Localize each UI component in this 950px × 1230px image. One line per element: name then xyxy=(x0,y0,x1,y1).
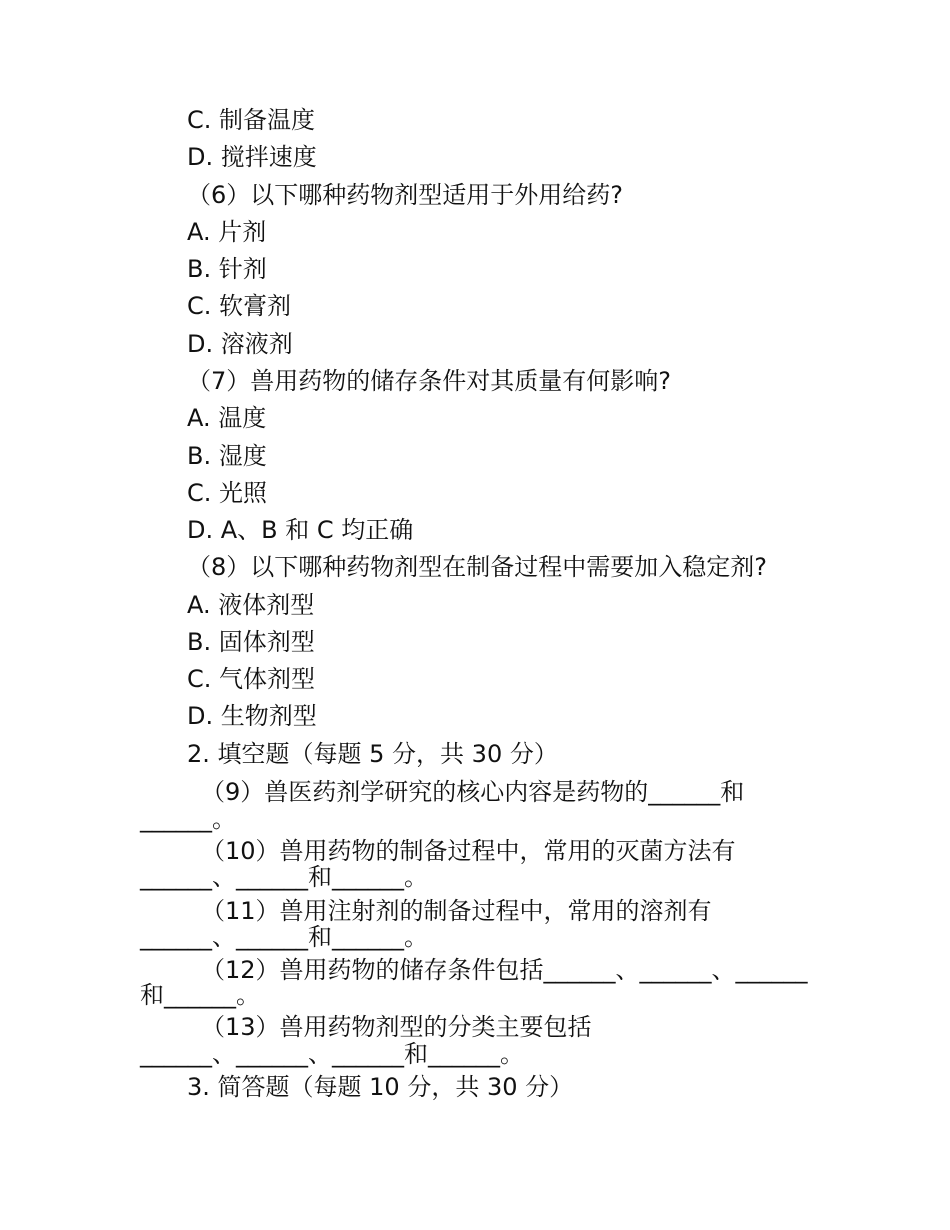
option-8a: A. 液体剂型 xyxy=(187,591,315,619)
option-6b: B. 针剂 xyxy=(187,255,267,283)
question-13: （13）兽用药物剂型的分类主要包括 xyxy=(201,1013,592,1041)
option-8d: D. 生物剂型 xyxy=(187,702,317,730)
option-5d: D. 搅拌速度 xyxy=(187,143,317,171)
section-fill-in-heading: 2. 填空题（每题 5 分，共 30 分） xyxy=(187,740,558,768)
option-6c: C. 软膏剂 xyxy=(187,292,292,320)
question-13-continued: ______、______、______和______。 xyxy=(140,1040,524,1068)
question-12-continued: 和______。 xyxy=(140,981,260,1009)
option-7c: C. 光照 xyxy=(187,479,268,507)
question-7: （7）兽用药物的储存条件对其质量有何影响? xyxy=(187,367,672,395)
option-8c: C. 气体剂型 xyxy=(187,665,316,693)
option-7a: A. 温度 xyxy=(187,404,267,432)
question-11-continued: ______、______和______。 xyxy=(140,923,428,951)
question-10: （10）兽用药物的制备过程中，常用的灭菌方法有 xyxy=(201,837,736,865)
question-10-continued: ______、______和______。 xyxy=(140,863,428,891)
option-7d: D. A、B 和 C 均正确 xyxy=(187,516,414,544)
question-12: （12）兽用药物的储存条件包括______、______、______ xyxy=(201,956,808,984)
question-8: （8）以下哪种药物剂型在制备过程中需要加入稳定剂? xyxy=(187,553,768,581)
question-9: （9）兽医药剂学研究的核心内容是药物的______和 xyxy=(201,778,745,806)
section-short-answer-heading: 3. 简答题（每题 10 分，共 30 分） xyxy=(187,1073,574,1101)
option-5c: C. 制备温度 xyxy=(187,106,316,134)
option-6d: D. 溶液剂 xyxy=(187,330,293,358)
option-8b: B. 固体剂型 xyxy=(187,628,315,656)
question-11: （11）兽用注射剂的制备过程中，常用的溶剂有 xyxy=(201,897,712,925)
option-6a: A. 片剂 xyxy=(187,218,267,246)
question-6: （6）以下哪种药物剂型适用于外用给药? xyxy=(187,181,624,209)
question-9-continued: ______。 xyxy=(140,805,236,833)
option-7b: B. 湿度 xyxy=(187,442,267,470)
